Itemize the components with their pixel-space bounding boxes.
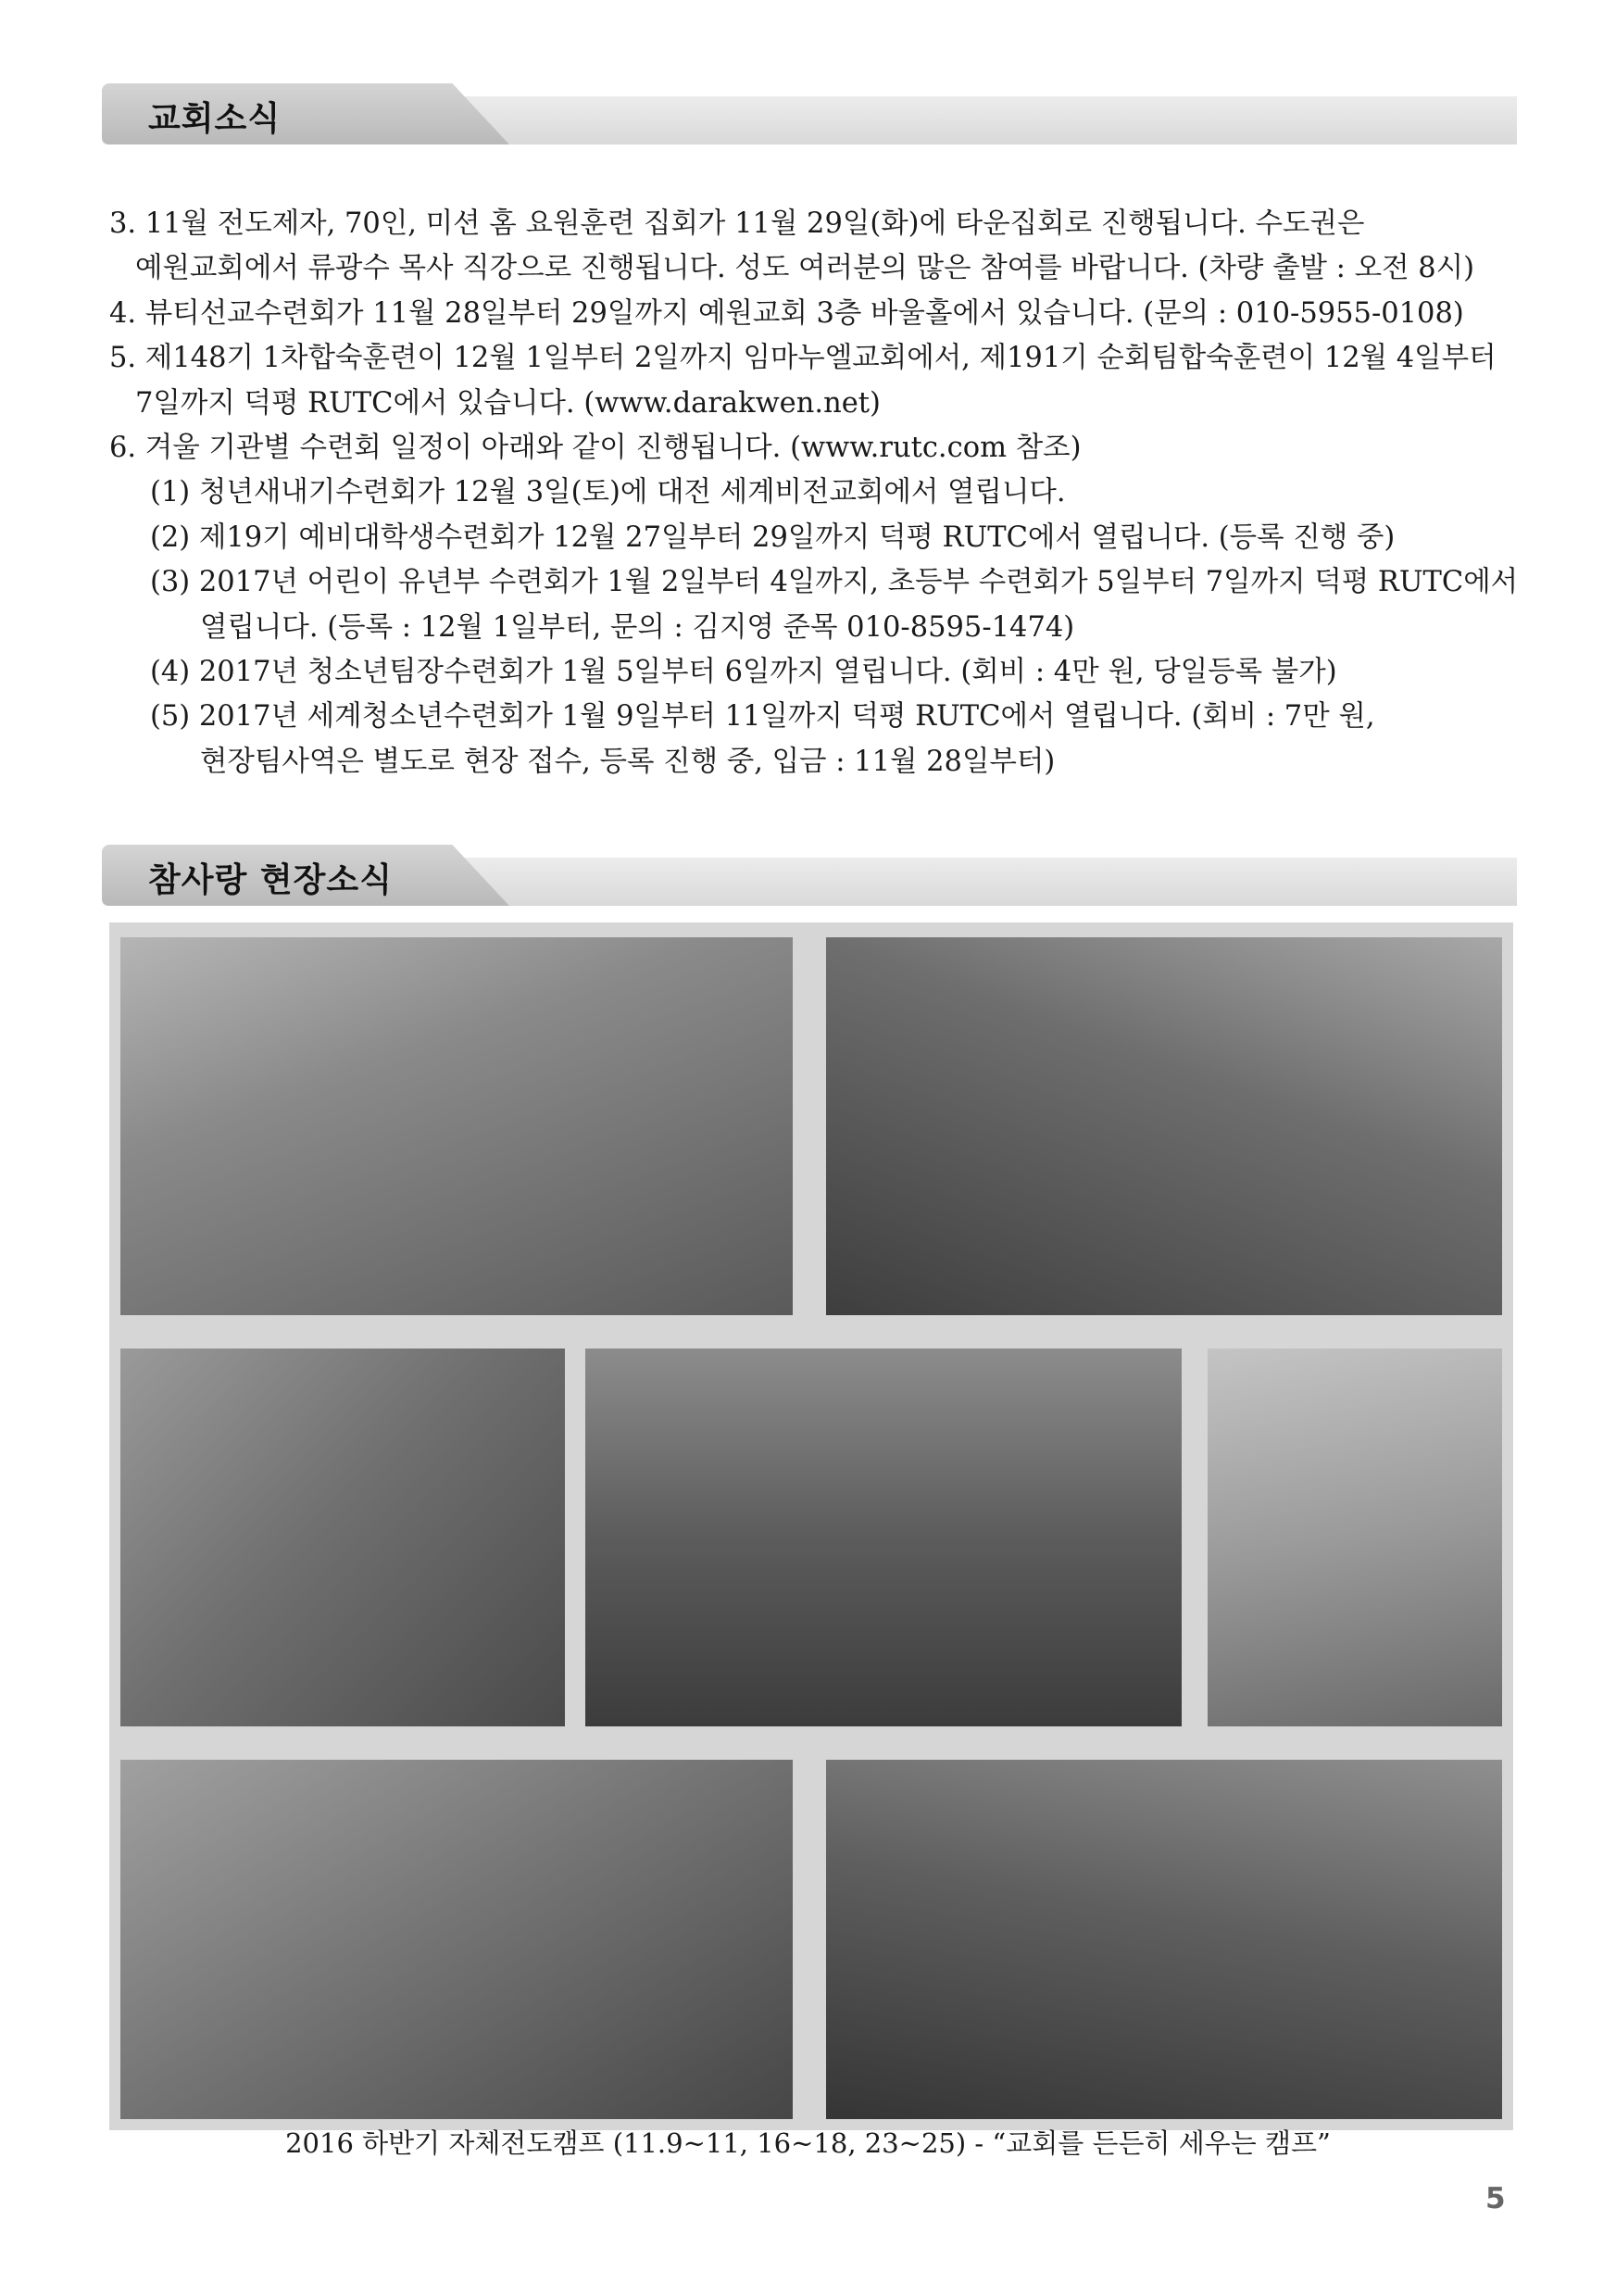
news-line: (1) 청년새내기수련회가 12월 3일(토)에 대전 세계비전교회에서 열립니다. [150,476,1066,509]
photo-group-selfie [826,1760,1502,2119]
section-title: 교회소식 [148,100,282,138]
news-line: (2) 제19기 예비대학생수련회가 12월 27일부터 29일까지 덕평 RUTC에서 열립니다. (등록 진행 중) [150,521,1396,554]
news-line: 5. 제148기 1차합숙훈련이 12월 1일부터 2일까지 임마누엘교회에서, 제191기 순회팀합숙훈련이 12월 4일부터 [109,342,1497,375]
news-line: 7일까지 덕평 RUTC에서 있습니다. (www.darakwen.net) [135,386,881,420]
news-line: 현장팀사역은 별도로 현장 접수, 등록 진행 중, 입금 : 11월 28일부터) [200,745,1056,778]
photo-children-outdoor [826,937,1502,1315]
photo-elderly-room [585,1349,1182,1726]
news-line: 4. 뷰티선교수련회가 11월 28일부터 29일까지 예원교회 3층 바울홀에서 있습니다. (문의 : 010-5955-0108) [109,296,1464,330]
news-line: (3) 2017년 어린이 유년부 수련회가 1월 2일부터 4일까지, 초등부 수련회가 5일부터 7일까지 덕평 RUTC에서 [150,566,1519,599]
news-line: (5) 2017년 세계청소년수련회가 1월 9일부터 11일까지 덕평 RUTC에서 열립니다. (회비 : 7만 원, [150,700,1375,734]
section-header-field-news [102,845,1517,910]
photo-girls-writing [120,1349,565,1726]
news-line: 예원교회에서 류광수 목사 직강으로 진행됩니다. 성도 여러분의 많은 참여를 바랍니다. (차량 출발 : 오전 8시) [135,252,1475,285]
church-news-list [109,202,1517,784]
news-line: 열립니다. (등록 : 12월 1일부터, 문의 : 김지영 준목 010-8595-1474) [200,610,1075,644]
photo-living-room-tea [120,1760,793,2119]
photo-church-hall [120,937,793,1315]
section-header-church-news [102,83,1517,148]
page-number: 5 [1485,2182,1506,2215]
news-line: (4) 2017년 청소년팀장수련회가 1월 5일부터 6일까지 열립니다. (회비 : 4만 원, 당일등록 불가) [150,656,1337,689]
photo-street-meeting [1208,1349,1502,1726]
news-line: 6. 겨울 기관별 수련회 일정이 아래와 같이 진행됩니다. (www.rutc.com 참조) [109,432,1082,465]
news-line: 3. 11월 전도제자, 70인, 미션 홈 요원훈련 집회가 11월 29일(화)에 타운집회로 진행됩니다. 수도권은 [109,207,1365,240]
photo-caption: 2016 하반기 자체전도캠프 (11.9~11, 16~18, 23~25) - “교회를 든든히 세우는 캠프” [285,2127,1331,2159]
photo-collage [109,922,1513,2130]
section-title: 참사랑 현장소식 [148,861,393,899]
